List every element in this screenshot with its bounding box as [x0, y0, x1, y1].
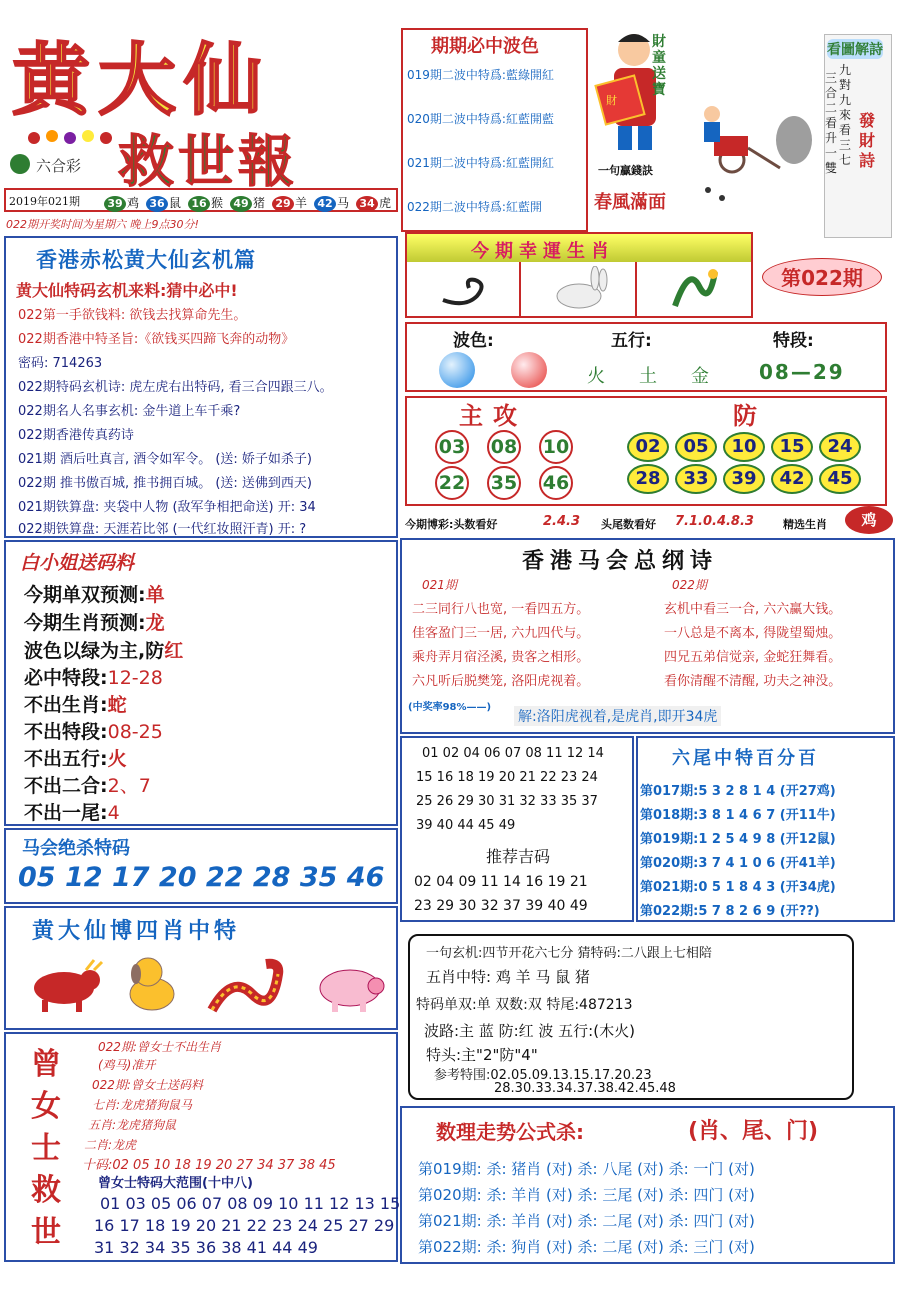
- pig-icon: [312, 960, 388, 1016]
- draw-zodiac: 马: [337, 196, 350, 210]
- dragon-icon: [669, 266, 719, 312]
- four-title: 黄大仙博四肖中特: [32, 919, 241, 944]
- poem-right-issue: 022期: [672, 578, 707, 592]
- zeng-line: 022期:曾女士送码料: [92, 1078, 203, 1092]
- num-line: 39 40 44 45 49: [416, 818, 516, 833]
- draw-strip: [4, 188, 398, 212]
- hk-line: 022期特码玄机诗: 虎左虎右出特码, 看三合四跟三八。: [18, 380, 333, 395]
- element-fire: 火: [587, 366, 605, 387]
- poem-title: 發財詩: [859, 111, 876, 170]
- fortune-child-image: [592, 28, 682, 158]
- zeng-side-char: 士: [31, 1131, 61, 1166]
- girl-row: 今期生肖预测:龙: [24, 612, 165, 634]
- hk-line: 密码: 714263: [18, 356, 103, 371]
- element-metal: 金: [691, 366, 709, 387]
- defend-num: 10: [723, 432, 765, 462]
- main-num: 03: [435, 430, 469, 464]
- draw-zodiac: 虎: [379, 196, 392, 210]
- main-num: 22: [435, 466, 469, 500]
- element-earth: 土: [639, 366, 657, 387]
- lucky-title: 今期幸運生肖: [471, 241, 615, 262]
- zeng-range-line: 01 03 05 06 07 08 09 10 11 12 13 15: [100, 1194, 401, 1213]
- hk-title: 香港赤松黄大仙玄机篇: [36, 248, 256, 272]
- formula-line: 第020期: 杀: 羊肖 (对) 杀: 三尾 (对) 杀: 四门 (对): [418, 1186, 755, 1204]
- zeng-side-char: 女: [31, 1089, 61, 1124]
- fortune-child-label: 財童送寶: [652, 34, 666, 98]
- zeng-range-line: 31 32 34 35 36 38 41 44 49: [94, 1238, 318, 1257]
- issue-label: 2019年021期: [9, 195, 80, 208]
- draw-ball: 29: [272, 196, 294, 212]
- zeng-side-char: 世: [31, 1215, 61, 1250]
- draw-ball-item: [272, 192, 307, 212]
- info-line: 参考特围:02.05.09.13.15.17.20.23: [434, 1068, 652, 1083]
- draw-ball-item: [146, 192, 181, 212]
- defend-num: 24: [819, 432, 861, 462]
- girl-title: 白小姐送码料: [20, 552, 135, 574]
- defend-num: 39: [723, 464, 765, 494]
- poem-explain: 解:洛阳虎视着,是虎肖,即开34虎: [514, 706, 721, 726]
- horse-title: 马会绝杀特码: [22, 838, 130, 859]
- draw-notice: 022期开奖时间为星期六 晚上9点30分!: [6, 218, 199, 231]
- info-panel: [408, 934, 854, 1100]
- pick-badge: 鸡: [845, 506, 893, 534]
- hk-panel: [4, 236, 398, 538]
- poem-title: 香港马会总纲诗: [522, 549, 719, 574]
- poem-left-line: 佳客盈门三一居, 六九四代与。: [412, 626, 590, 641]
- defend-num: 02: [627, 432, 669, 462]
- wave-label: 波色:: [453, 331, 494, 351]
- poem-left-line: 二三同行八也宽, 一看四五方。: [412, 602, 590, 617]
- wave-panel: [401, 28, 588, 232]
- tip-tail: 7.1.0.4.8.3: [675, 514, 754, 529]
- draw-ball-item: [314, 192, 349, 212]
- fortune-saying-label: 一句贏錢訣: [598, 164, 653, 177]
- info-line: 五肖中特: 鸡 羊 马 鼠 猪: [426, 968, 590, 986]
- six-title: 六尾中特百分百: [672, 748, 819, 769]
- zeng-range-title: 曾女士特码大范围(十中八): [98, 1176, 253, 1191]
- draw-ball: 49: [230, 196, 252, 212]
- num-line: 25 26 29 30 31 32 33 35 37: [416, 794, 598, 809]
- four-panel: [4, 906, 398, 1030]
- poem-left-line: 六凡听后脱樊笼, 洛阳虎视着。: [412, 674, 590, 689]
- blue-ball-icon: [439, 352, 475, 388]
- lucky-panel: [405, 232, 753, 318]
- draw-ball-item: [104, 192, 139, 212]
- tip-head: 2.4.3: [543, 514, 581, 529]
- zeng-side-char: 曾: [31, 1047, 61, 1082]
- six-line: 第022期:5 7 8 2 6 9 (开??): [640, 904, 820, 919]
- info-line: 特码单双:单 双数:双 特尾:487213: [416, 997, 633, 1013]
- info-line: 28.30.33.34.37.38.42.45.48: [494, 1081, 676, 1096]
- poem-right-line: 看你清醒不清醒, 功夫之神没。: [664, 674, 842, 689]
- poem-right-line: 玄机中看三一合, 六六赢大钱。: [664, 602, 842, 617]
- girl-row: 今期单双预测:单: [24, 584, 165, 606]
- formula-line: 第019期: 杀: 猪肖 (对) 杀: 八尾 (对) 杀: 一门 (对): [418, 1160, 755, 1178]
- poem-left-line: 乘舟弄月宿泾溪, 贵客之相形。: [412, 650, 590, 665]
- poem-col: 三合二看升一雙: [825, 71, 838, 175]
- poem-panel: [400, 538, 895, 734]
- info-line: 波路:主 蓝 防:红 波 五行:(木火): [424, 1022, 635, 1040]
- lucky-cell-rabbit: [521, 262, 637, 316]
- hk-line: 022第一手欲钱料: 欲钱去找算命先生。: [18, 308, 247, 323]
- main-num: 35: [487, 466, 521, 500]
- girl-row: 波色以绿为主,防红: [24, 640, 184, 662]
- hk-line: 021期铁算盘: 夹袋中人物 (敌军争相把命送) 开: 34: [18, 500, 316, 515]
- segment-value: 08—29: [759, 360, 845, 384]
- formula-line: 第022期: 杀: 狗肖 (对) 杀: 二尾 (对) 杀: 三门 (对): [418, 1238, 755, 1256]
- draw-ball: 42: [314, 196, 336, 212]
- dog-icon: [118, 954, 184, 1020]
- tip-prefix: 今期博彩:头数看好: [405, 518, 498, 531]
- color-dots: [28, 128, 118, 148]
- snake-icon: [435, 270, 495, 310]
- masthead-title-2: 救世報: [118, 129, 298, 195]
- tip-mid: 头尾数看好: [601, 518, 656, 531]
- draw-ball: 34: [356, 196, 378, 212]
- info-line: 一句玄机:四节开花六七分 猜特码:二八跟上七相陪: [426, 946, 712, 961]
- draw-zodiac: 鸡: [127, 196, 140, 210]
- red-ball-icon: [511, 352, 547, 388]
- snake-icon: [202, 954, 292, 1020]
- zeng-line: 二肖:龙虎: [84, 1138, 137, 1152]
- girl-row: 不出特段:08-25: [24, 721, 163, 743]
- brand-icon: [10, 154, 30, 174]
- hk-line: 022期香港中特圣旨:《欲钱买四蹄飞奔的动物》: [18, 332, 295, 347]
- wave-line: 022期二波中特爲:紅藍開: [407, 200, 542, 214]
- girl-row: 必中特段:12-28: [24, 667, 163, 689]
- tip-pick: 精选生肖: [783, 518, 827, 531]
- defend-num: 15: [771, 432, 813, 462]
- wave-line: 019期二波中特爲:藍綠開紅: [407, 68, 554, 82]
- draw-ball: 16: [188, 196, 210, 212]
- formula-line: 第021期: 杀: 羊肖 (对) 杀: 二尾 (对) 杀: 四门 (对): [418, 1212, 755, 1230]
- zeng-line: 十码:02 05 10 18 19 20 27 34 37 38 45: [82, 1158, 336, 1173]
- main-attack-label: 主攻: [459, 402, 527, 430]
- zeng-line: 七肖:龙虎猪狗鼠马: [92, 1098, 193, 1112]
- main-num: 46: [539, 466, 573, 500]
- six-line: 第019期:1 2 5 4 9 8 (开12鼠): [640, 832, 836, 847]
- main-num: 08: [487, 430, 521, 464]
- numbers-panel: [400, 736, 634, 922]
- lucky-issue: 第022期: [762, 258, 882, 296]
- poem-accuracy: (中奖率98%——): [408, 702, 492, 713]
- formula-title: 数理走势公式杀:: [436, 1120, 584, 1144]
- defend-num: 05: [675, 432, 717, 462]
- wave-title: 期期必中波色: [431, 36, 539, 57]
- hk-line: 021期 酒后吐真言, 酒令如军令。 (送: 娇子如杀子): [18, 452, 312, 467]
- zeng-range-line: 16 17 18 19 20 21 22 23 24 25 27 29: [94, 1216, 395, 1235]
- zeng-side-char: 救: [31, 1173, 61, 1208]
- draw-zodiac: 猴: [211, 196, 224, 210]
- element-label: 五行:: [611, 331, 652, 351]
- six-line: 第017期:5 3 2 8 1 4 (开27鸡): [640, 784, 836, 799]
- draw-ball: 39: [104, 196, 126, 212]
- poem-left-issue: 021期: [422, 578, 457, 592]
- num-line: 01 02 04 06 07 08 11 12 14: [422, 746, 604, 761]
- formula-tail: (肖、尾、门): [688, 1119, 819, 1144]
- zeng-line: 022期:曾女士不出生肖: [98, 1040, 221, 1054]
- defend-num: 28: [627, 464, 669, 494]
- scroll-title: 看圖解詩: [827, 39, 883, 59]
- ox-icon: [24, 956, 104, 1016]
- svg-text:財: 財: [606, 94, 617, 107]
- girl-row: 不出五行:火: [24, 748, 127, 770]
- lucky-cell-dragon: [637, 262, 751, 316]
- draw-zodiac: 猪: [253, 196, 266, 210]
- poem-col: 九對九來看三七: [839, 63, 852, 167]
- brand-label: 六合彩: [36, 157, 82, 175]
- segment-label: 特段:: [773, 331, 814, 351]
- hk-sub: 黄大仙特码玄机来料:猜中必中!: [16, 281, 238, 300]
- attr-panel: [405, 322, 887, 392]
- girl-row: 不出二合:2、7: [24, 775, 151, 797]
- info-line: 特头:主"2"防"4": [426, 1046, 538, 1064]
- defend-num: 45: [819, 464, 861, 494]
- fortune-scroll: [824, 34, 892, 238]
- draw-zodiac: 鼠: [169, 196, 182, 210]
- fortune-saying: 春風滿面: [594, 192, 666, 213]
- zeng-side: [26, 1044, 66, 1254]
- rec-line: 23 29 30 32 37 39 40 49: [414, 898, 588, 914]
- horse-panel: [4, 828, 398, 904]
- horse-nums: 05 12 17 20 22 28 35 46: [18, 862, 385, 893]
- wave-line: 021期二波中特爲:紅藍開紅: [407, 156, 554, 170]
- zeng-line: 五肖:龙虎猪狗鼠: [88, 1118, 177, 1132]
- cart-scene-image: [684, 94, 814, 214]
- draw-zodiac: 羊: [295, 196, 308, 210]
- defend-num: 42: [771, 464, 813, 494]
- draw-ball-item: [188, 192, 223, 212]
- draw-ball-item: [356, 192, 391, 212]
- poem-right-line: 四兄五弟信觉亲, 金蛇狂舞看。: [664, 650, 842, 665]
- poem-right-line: 一八总是不离本, 得陇望蜀烛。: [664, 626, 842, 641]
- lucky-cell-snake: [407, 262, 521, 316]
- zeng-panel: [4, 1032, 401, 1262]
- six-line: 第021期:0 5 1 8 4 3 (开34虎): [640, 880, 836, 895]
- defend-label: 防: [733, 402, 757, 430]
- hk-line: 022期香港传真药诗: [18, 428, 134, 443]
- hk-line: 022期 推书傲百城, 推书拥百城。 (送: 送佛到西天): [18, 476, 312, 491]
- zeng-line: (鸡马)准开: [98, 1058, 156, 1072]
- draw-ball: 36: [146, 196, 168, 212]
- main-num: 10: [539, 430, 573, 464]
- wave-line: 020期二波中特爲:紅藍開藍: [407, 112, 554, 126]
- girl-row: 不出生肖:蛇: [24, 694, 127, 716]
- lucky-title-bar: [407, 234, 751, 262]
- masthead-title-1: 黄大仙: [12, 35, 271, 126]
- fortune-art: [590, 24, 895, 238]
- six-line: 第020期:3 7 4 1 0 6 (开41羊): [640, 856, 836, 871]
- hk-line: 022期名人名事玄机: 金牛道上车千乘?: [18, 404, 241, 419]
- six-line: 第018期:3 8 1 4 6 7 (开11牛): [640, 808, 836, 823]
- num-line: 15 16 18 19 20 21 22 23 24: [416, 770, 598, 785]
- hk-line: 022期铁算盘: 天涯若比邻 (一代红妆照汗青) 开: ?: [18, 522, 307, 537]
- draw-ball-item: [230, 192, 265, 212]
- tip-bar: [405, 512, 895, 536]
- rec-line: 02 04 09 11 14 16 19 21: [414, 874, 588, 890]
- attack-panel: [405, 396, 887, 506]
- rabbit-icon: [545, 266, 615, 312]
- draw-balls: [104, 192, 398, 210]
- rec-title: 推荐吉码: [486, 847, 551, 866]
- girl-row: 不出一尾:4: [24, 802, 120, 824]
- defend-num: 33: [675, 464, 717, 494]
